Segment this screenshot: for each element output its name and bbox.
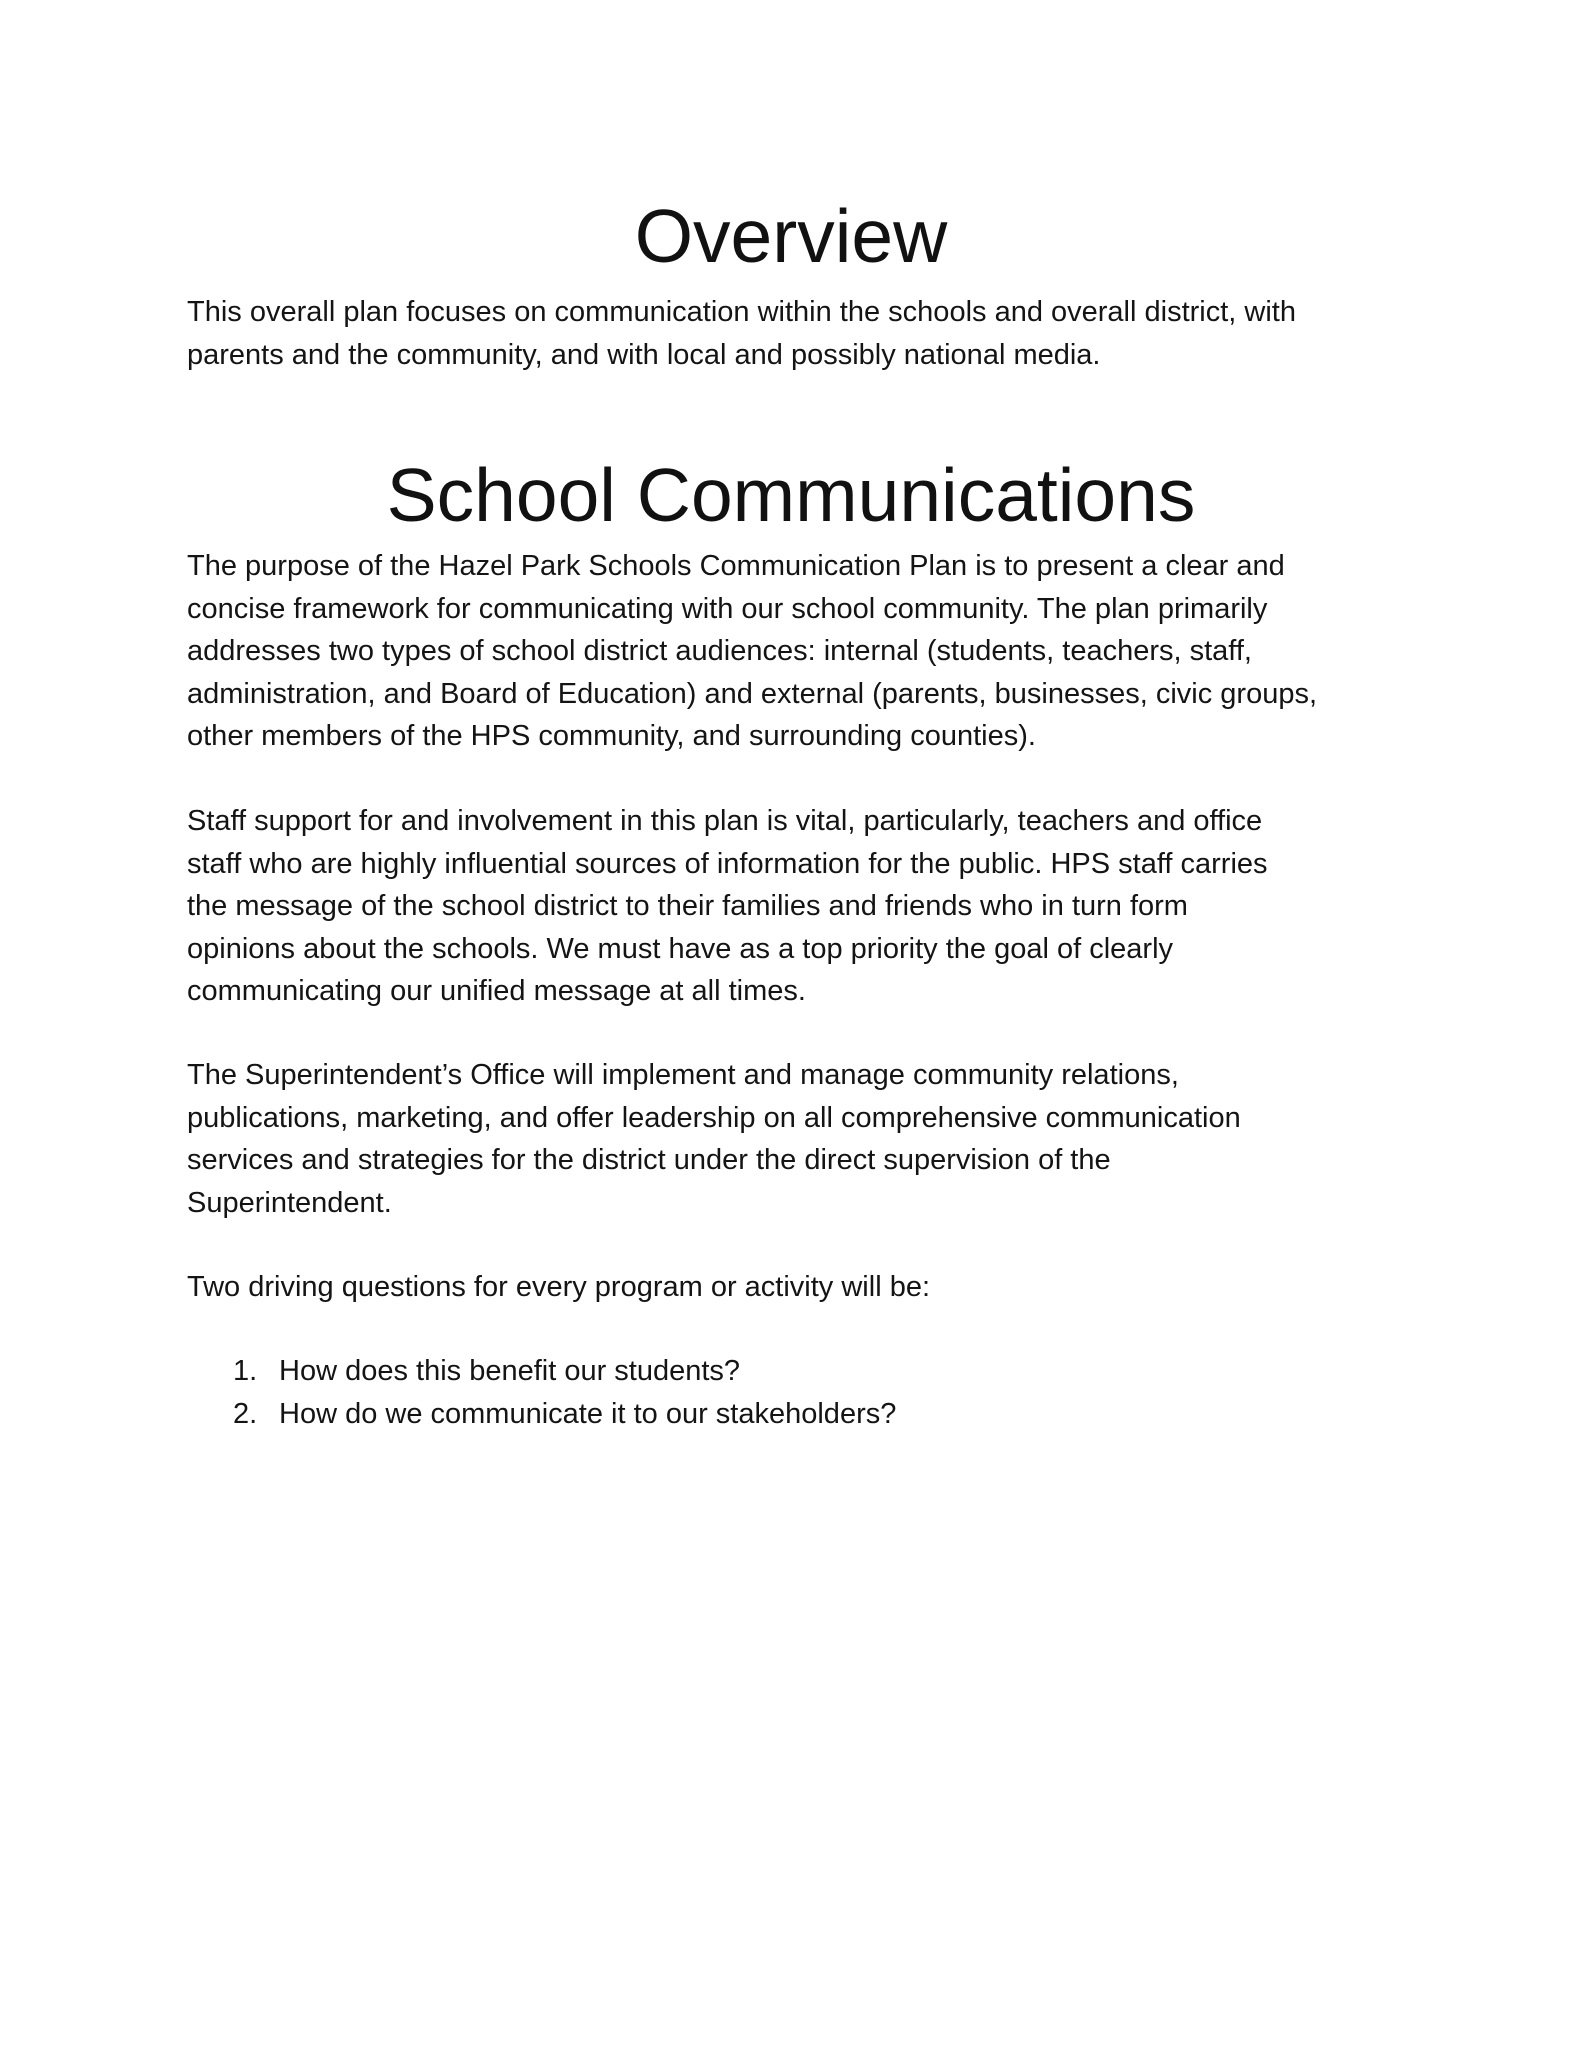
purpose-paragraph [187,545,1417,758]
paragraph-line: opinions about the schools. We must have as a top priority the goal of clearly [187,932,1174,965]
list-item-text: How does this benefit our students? [279,1355,741,1387]
paragraph-line: The purpose of the Hazel Park Schools Communication Plan is to present a clear and [187,550,1285,582]
driving-questions-list [0,1350,1400,1435]
paragraph-line: Two driving questions for every program or activity will be: [187,1271,931,1303]
driving-questions-intro [187,1266,1417,1309]
paragraph-line: publications, marketing, and offer leadership on all comprehensive communication [187,1101,1241,1134]
section-heading-overview: Overview [634,194,948,278]
paragraph-line: addresses two types of school district audiences: internal (students, teachers, staff, [187,635,1252,668]
staff-support-paragraph [187,800,1417,1013]
list-item-number: 2. [233,1397,258,1430]
section-heading-school-communications: School Communications [386,453,1196,537]
paragraph-line: other members of the HPS community, and surrounding counties). [187,720,1036,753]
paragraph-line: the message of the school district to their families and friends who in turn form [187,890,1188,923]
paragraph-line: The Superintendent’s Office will implement and manage community relations, [187,1059,1179,1091]
paragraph-line: administration, and Board of Education) and external (parents, businesses, civic groups, [187,677,1318,710]
list-item-number: 1. [233,1355,258,1387]
overview-paragraph [187,291,1417,376]
list-item [0,1393,1400,1436]
paragraph-line: Superintendent. [187,1186,392,1219]
paragraph-line: communicating our unified message at all times. [187,975,806,1008]
paragraph-line: staff who are highly influential sources of information for the public. HPS staff carries [187,847,1268,880]
paragraph-line: services and strategies for the district under the direct supervision of the [187,1144,1111,1177]
paragraph-line: This overall plan focuses on communication within the schools and overall district, with [187,296,1296,328]
paragraph-line: concise framework for communicating with our school community. The plan primarily [187,592,1268,625]
list-item [0,1350,1400,1393]
paragraph-line: parents and the community, and with local and possibly national media. [187,338,1101,371]
paragraph-line: Staff support for and involvement in this plan is vital, particularly, teachers and office [187,805,1263,837]
superintendent-paragraph [187,1054,1417,1224]
list-item-text: How do we communicate it to our stakeholders? [279,1397,897,1430]
